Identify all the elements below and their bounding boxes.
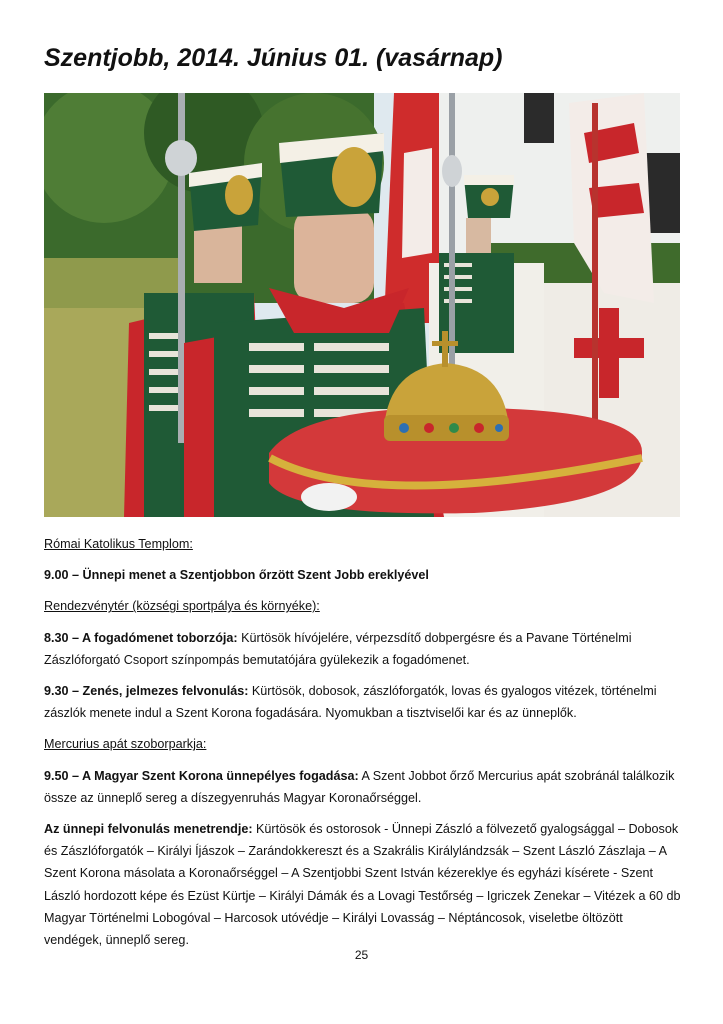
location-heading: Rendezvénytér (községi sportpálya és környéke): [44, 599, 320, 614]
event-title: 9.00 – Ünnepi menet a Szentjobbon őrzött Szent Jobb ereklyével [44, 568, 429, 583]
event-paragraph [44, 765, 684, 809]
location-heading: Római Katolikus Templom: [44, 537, 193, 551]
event-paragraph [44, 680, 684, 724]
event-paragraph [44, 627, 684, 671]
page-title: Szentjobb, 2014. Június 01. (vasárnap) [44, 44, 503, 72]
page-number: 25 [354, 948, 369, 962]
event-description: Kürtösök hívójelére, vérpezsdítő dobpergésre és a Pavane Történelmi Zászlóforgató Csoport színpompás bemutatójára gyülekezik a fogadómenet. [44, 630, 632, 667]
program-text [44, 533, 684, 960]
event-paragraph [44, 818, 684, 951]
ceremony-photo [44, 93, 680, 517]
location-heading: Mercurius apát szoborparkja: [44, 737, 207, 752]
event-description: Kürtösök, dobosok, zászlóforgatók, lovas és gyalogos vitézek, történelmi zászlók menete indul a Szent Korona fogadására. Nyomukban a tisztviselői kar és az ünneplők. [44, 684, 657, 721]
procession-order-list: Kürtösök és ostorosok - Ünnepi Zászló a fölvezető gyalogsággal – Dobosok és Zászlóforgatók – Királyi Íjászok – Zarándokkereszt és a Szakrális Királylándzsák – Szent László Zászlaja – A Szent Korona másolata a Koronaőrséggel – A Szentjobbi Szent István kézereklye és egyházi kísérete - Szent László hordozott képe és Ezüst Kürtje – Királyi Dámák és a Lovagi Testőrség – Igriczek Zenekar – Vitézek a 60 db Magyar Történelmi Lobogóval – Harcosok utóvédje – Királyi Lovasság – Néptáncosok, viseletbe öltözött vendégek, ünneplő sereg. [44, 822, 681, 948]
event-description: A Szent Jobbot őrző Mercurius apát szobránál találkozik össze az ünneplő sereg a díszegyenruhás Magyar Koronaőrséggel. [44, 768, 675, 805]
event-time-title: 8.30 – A fogadómenet toborzója: [44, 630, 238, 645]
event-time-title: 9.30 – Zenés, jelmezes felvonulás: [44, 684, 249, 699]
procession-order-title: Az ünnepi felvonulás menetrendje: [44, 822, 253, 837]
event-time-title: 9.50 – A Magyar Szent Korona ünnepélyes fogadása: [44, 768, 359, 783]
